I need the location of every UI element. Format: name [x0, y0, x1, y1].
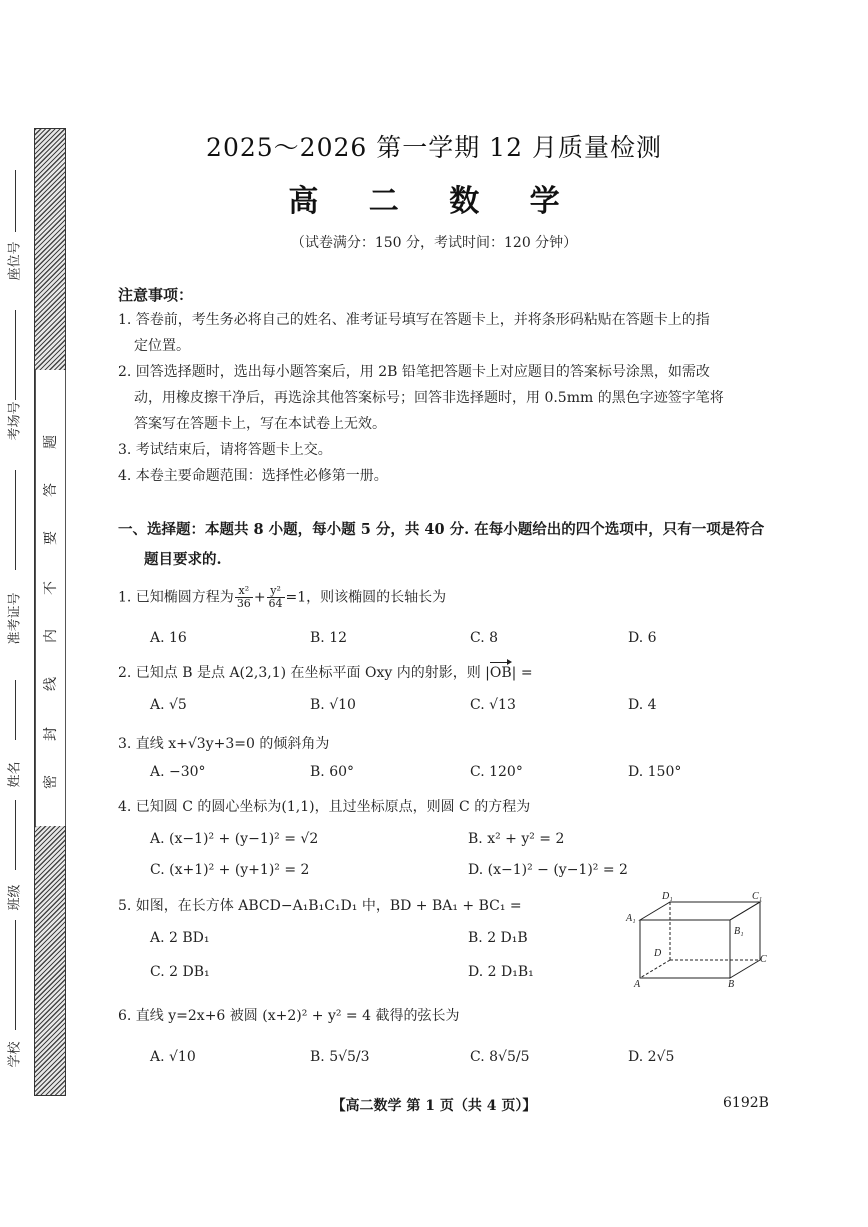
q2-suffix: | =: [511, 665, 533, 681]
notice-item: 3. 考试结束后，请将答题卡上交。: [118, 442, 332, 458]
subject-title: 高 二 数 学: [288, 184, 580, 219]
seal-char: 不: [43, 581, 59, 595]
ticket-line: [15, 470, 16, 570]
q2-option-a: A. √5: [150, 697, 187, 713]
q1-fraction-2: [267, 585, 285, 610]
vertex-label: D: [654, 948, 662, 959]
vertex-label: A₁: [626, 913, 636, 924]
class-line: [15, 800, 16, 870]
vertex-label: D₁: [662, 891, 673, 902]
q5-option-b: B. 2 D₁B: [468, 930, 528, 946]
q3-option-b: B. 60°: [310, 764, 355, 780]
school-line: [15, 920, 16, 1030]
cuboid-figure: [622, 890, 772, 990]
name-label: 姓名: [7, 761, 23, 788]
question-4: 4. 已知圆 C 的圆心坐标为(1,1)，且过坐标原点，则圆 C 的方程为: [118, 799, 531, 815]
seat-label: 座位号: [7, 241, 23, 281]
notice-item: 1. 答卷前，考生务必将自己的姓名、准考证号填写在答题卡上，并将条形码粘贴在答题卡上的指: [118, 312, 710, 328]
q4-option-b: B. x² + y² = 2: [468, 831, 565, 847]
question-1: [118, 585, 446, 610]
seal-char: 封: [43, 727, 59, 741]
exam-title: 2025～2026 第一学期 12 月质量检测: [206, 133, 662, 162]
seal-char: 要: [43, 531, 59, 545]
q3-option-a: A. −30°: [150, 764, 206, 780]
notice-item: [118, 333, 778, 359]
seal-char: 题: [43, 435, 59, 449]
q1-f2-num: y²: [267, 585, 285, 598]
q5-text: 5. 如图，在长方体 ABCD−A₁B₁C₁D₁ 中，: [118, 898, 390, 914]
q2-prefix: 2. 已知点 B 是点 A(2,3,1) 在坐标平面 Oxy 内的射影，则 |: [118, 665, 490, 681]
question-3: 3. 直线 x+√3y+3=0 的倾斜角为: [118, 736, 330, 752]
seal-char: 答: [43, 483, 59, 497]
q2-option-b: B. √10: [310, 697, 356, 713]
q4-option-d: D. (x−1)² − (y−1)² = 2: [468, 862, 628, 878]
notice-item: [118, 385, 778, 411]
q3-option-d: D. 150°: [628, 764, 682, 780]
question-5: [118, 895, 522, 915]
question-6: 6. 直线 y=2x+6 被圆 (x+2)² + y² = 4 截得的弦长为: [118, 1008, 460, 1024]
q1-option-d: D. 6: [628, 630, 657, 646]
q1-plus: +: [253, 589, 266, 606]
hidden-edge: [640, 960, 670, 978]
q5-option-d: D. 2 D₁B₁: [468, 964, 534, 980]
class-label: 班级: [7, 884, 23, 911]
q6-option-b: B. 5√5/3: [310, 1049, 370, 1065]
room-line: [15, 310, 16, 400]
q1-f1-num: x²: [235, 585, 253, 598]
page-footer: 【高二数学 第 1 页（共 4 页）】: [331, 1098, 537, 1114]
vertex-label: B₁: [734, 926, 744, 937]
q3-option-c: C. 120°: [470, 764, 523, 780]
q2-vector: OB: [489, 665, 512, 681]
q5-option-a: A. 2 BD₁: [150, 930, 210, 946]
name-line: [15, 680, 16, 740]
notice-heading: 注意事项：: [118, 286, 194, 304]
q4-option-c: C. (x+1)² + (y+1)² = 2: [150, 862, 310, 878]
q1-option-a: A. 16: [150, 630, 187, 646]
top-face: [640, 902, 760, 920]
q1-suffix: =1，则该椭圆的长轴长为: [285, 589, 447, 606]
section-heading: [118, 515, 778, 575]
seal-char: 内: [43, 629, 59, 643]
q1-fraction-1: [235, 585, 253, 610]
q4-option-a: A. (x−1)² + (y−1)² = √2: [150, 831, 319, 847]
notice-text: 答案写在答题卡上，写在本试卷上无效。: [134, 416, 386, 432]
question-2: [118, 662, 533, 682]
ticket-label: 准考证号: [7, 592, 23, 645]
paper-code: 6192B: [723, 1095, 769, 1111]
right-face: [730, 902, 760, 978]
vertex-label: A: [634, 979, 641, 990]
vertex-label: C: [760, 954, 767, 965]
q1-option-b: B. 12: [310, 630, 348, 646]
q6-option-d: D. 2√5: [628, 1049, 675, 1065]
q1-prefix: 1. 已知椭圆方程为: [118, 589, 234, 606]
seal-char: 密: [43, 775, 59, 789]
vertex-label: C₁: [752, 891, 763, 902]
vertex-label: B: [728, 979, 735, 990]
notice-item: 4. 本卷主要命题范围：选择性必修第一册。: [118, 468, 388, 484]
q1-f2-den: 64: [268, 597, 283, 610]
q2-option-d: D. 4: [628, 697, 657, 713]
q6-option-c: C. 8√5/5: [470, 1049, 530, 1065]
q5-option-c: C. 2 DB₁: [150, 964, 210, 980]
school-label: 学校: [7, 1041, 23, 1068]
q2-option-c: C. √13: [470, 697, 516, 713]
q1-f1-den: 36: [236, 597, 251, 610]
section-line-1: 一、选择题：本题共 8 小题，每小题 5 分，共 40 分. 在每小题给出的四个选项中，只有一项是符合: [118, 521, 765, 538]
q5-expression: BD + BA₁ + BC₁ =: [389, 898, 522, 914]
section-line-2: 题目要求的.: [144, 551, 222, 568]
seal-char: 线: [43, 677, 59, 691]
q1-option-c: C. 8: [470, 630, 499, 646]
notice-text: 定位置。: [134, 338, 190, 354]
notice-item: 2. 回答选择题时，选出每小题答案后，用 2B 铅笔把答题卡上对应题目的答案标号涂黑，如需改: [118, 364, 710, 380]
q6-option-a: A. √10: [150, 1049, 196, 1065]
notice-item: [118, 411, 778, 437]
room-label: 考场号: [7, 401, 23, 441]
notice-text: 动，用橡皮擦干净后，再选涂其他答案标号；回答非选择题时，用 0.5mm 的黑色字迹签字笔将: [134, 390, 724, 406]
exam-info: （试卷满分：150 分，考试时间：120 分钟）: [290, 235, 578, 251]
